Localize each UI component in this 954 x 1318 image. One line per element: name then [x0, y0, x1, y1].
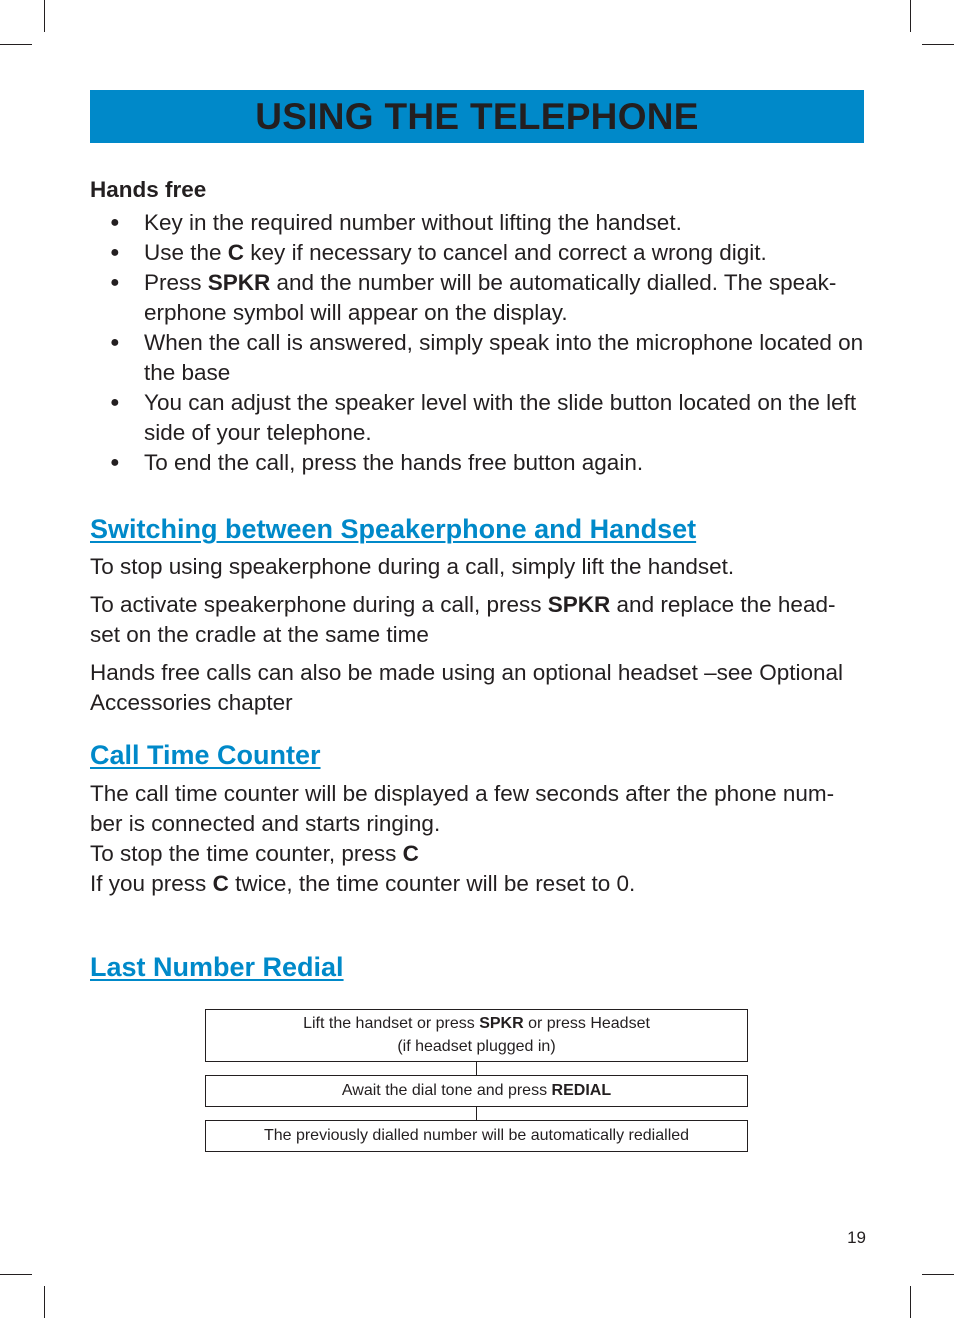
- paragraph: If you press C twice, the time counter will be reset to 0.: [90, 871, 636, 896]
- list-item: ● Use the C key if necessary to cancel and correct a wrong digit.: [90, 238, 864, 268]
- bullet-icon: ●: [110, 454, 120, 471]
- paragraph: The call time counter will be displayed a few seconds after the phone num-ber is connected and starts ringing.: [90, 781, 835, 836]
- list-item: ● To end the call, press the hands free button again.: [90, 448, 864, 478]
- crop-mark: [922, 44, 954, 45]
- list-item: ● Press SPKR and the number will be automatically dialled. The speak-erphone symbol will appear on the display.: [110, 270, 837, 325]
- paragraph: Hands free calls can also be made using an optional headset –see Optional Accessories chapter: [90, 660, 843, 715]
- switching-heading: Switching between Speakerphone and Handset: [90, 514, 697, 544]
- flow-step-2: Await the dial tone and press REDIAL: [205, 1075, 748, 1107]
- crop-mark: [0, 1274, 32, 1275]
- bullet-icon: ●: [110, 334, 120, 351]
- flow-connector: [476, 1062, 477, 1075]
- hands-free-heading: Hands free: [90, 177, 207, 202]
- redial-heading: Last Number Redial: [90, 952, 344, 982]
- crop-mark: [910, 1286, 911, 1318]
- counter-text: [90, 779, 864, 899]
- bullet-icon: ●: [110, 214, 120, 231]
- crop-mark: [910, 0, 911, 32]
- list-item: ● You can adjust the speaker level with the slide button located on the left side of your telephone.: [110, 390, 857, 445]
- flow-connector: [476, 1107, 477, 1120]
- hands-free-list: [90, 208, 864, 478]
- flow-step-3: The previously dialled number will be automatically redialled: [205, 1120, 748, 1152]
- page-number: 19: [847, 1228, 866, 1247]
- paragraph: To activate speakerphone during a call, press SPKR and replace the head-set on the cradle at the same time: [90, 592, 836, 647]
- flow-step-1: Lift the handset or press SPKR or press Headset (if headset plugged in): [205, 1009, 748, 1062]
- list-item: ● Key in the required number without lifting the handset.: [90, 208, 864, 238]
- paragraph: To stop using speakerphone during a call, simply lift the handset.: [90, 554, 735, 579]
- list-item: ● When the call is answered, simply speak into the microphone located on the base: [110, 330, 864, 385]
- paragraph: To stop the time counter, press C: [90, 841, 419, 866]
- page-title: USING THE TELEPHONE: [255, 95, 699, 137]
- bullet-icon: ●: [110, 274, 120, 291]
- bullet-icon: ●: [110, 394, 120, 411]
- counter-heading: Call Time Counter: [90, 740, 321, 770]
- crop-mark: [44, 0, 45, 32]
- bullet-icon: ●: [110, 244, 120, 261]
- crop-mark: [44, 1286, 45, 1318]
- switching-text: [90, 552, 864, 718]
- crop-mark: [0, 44, 32, 45]
- crop-mark: [922, 1274, 954, 1275]
- title-banner: [90, 90, 864, 143]
